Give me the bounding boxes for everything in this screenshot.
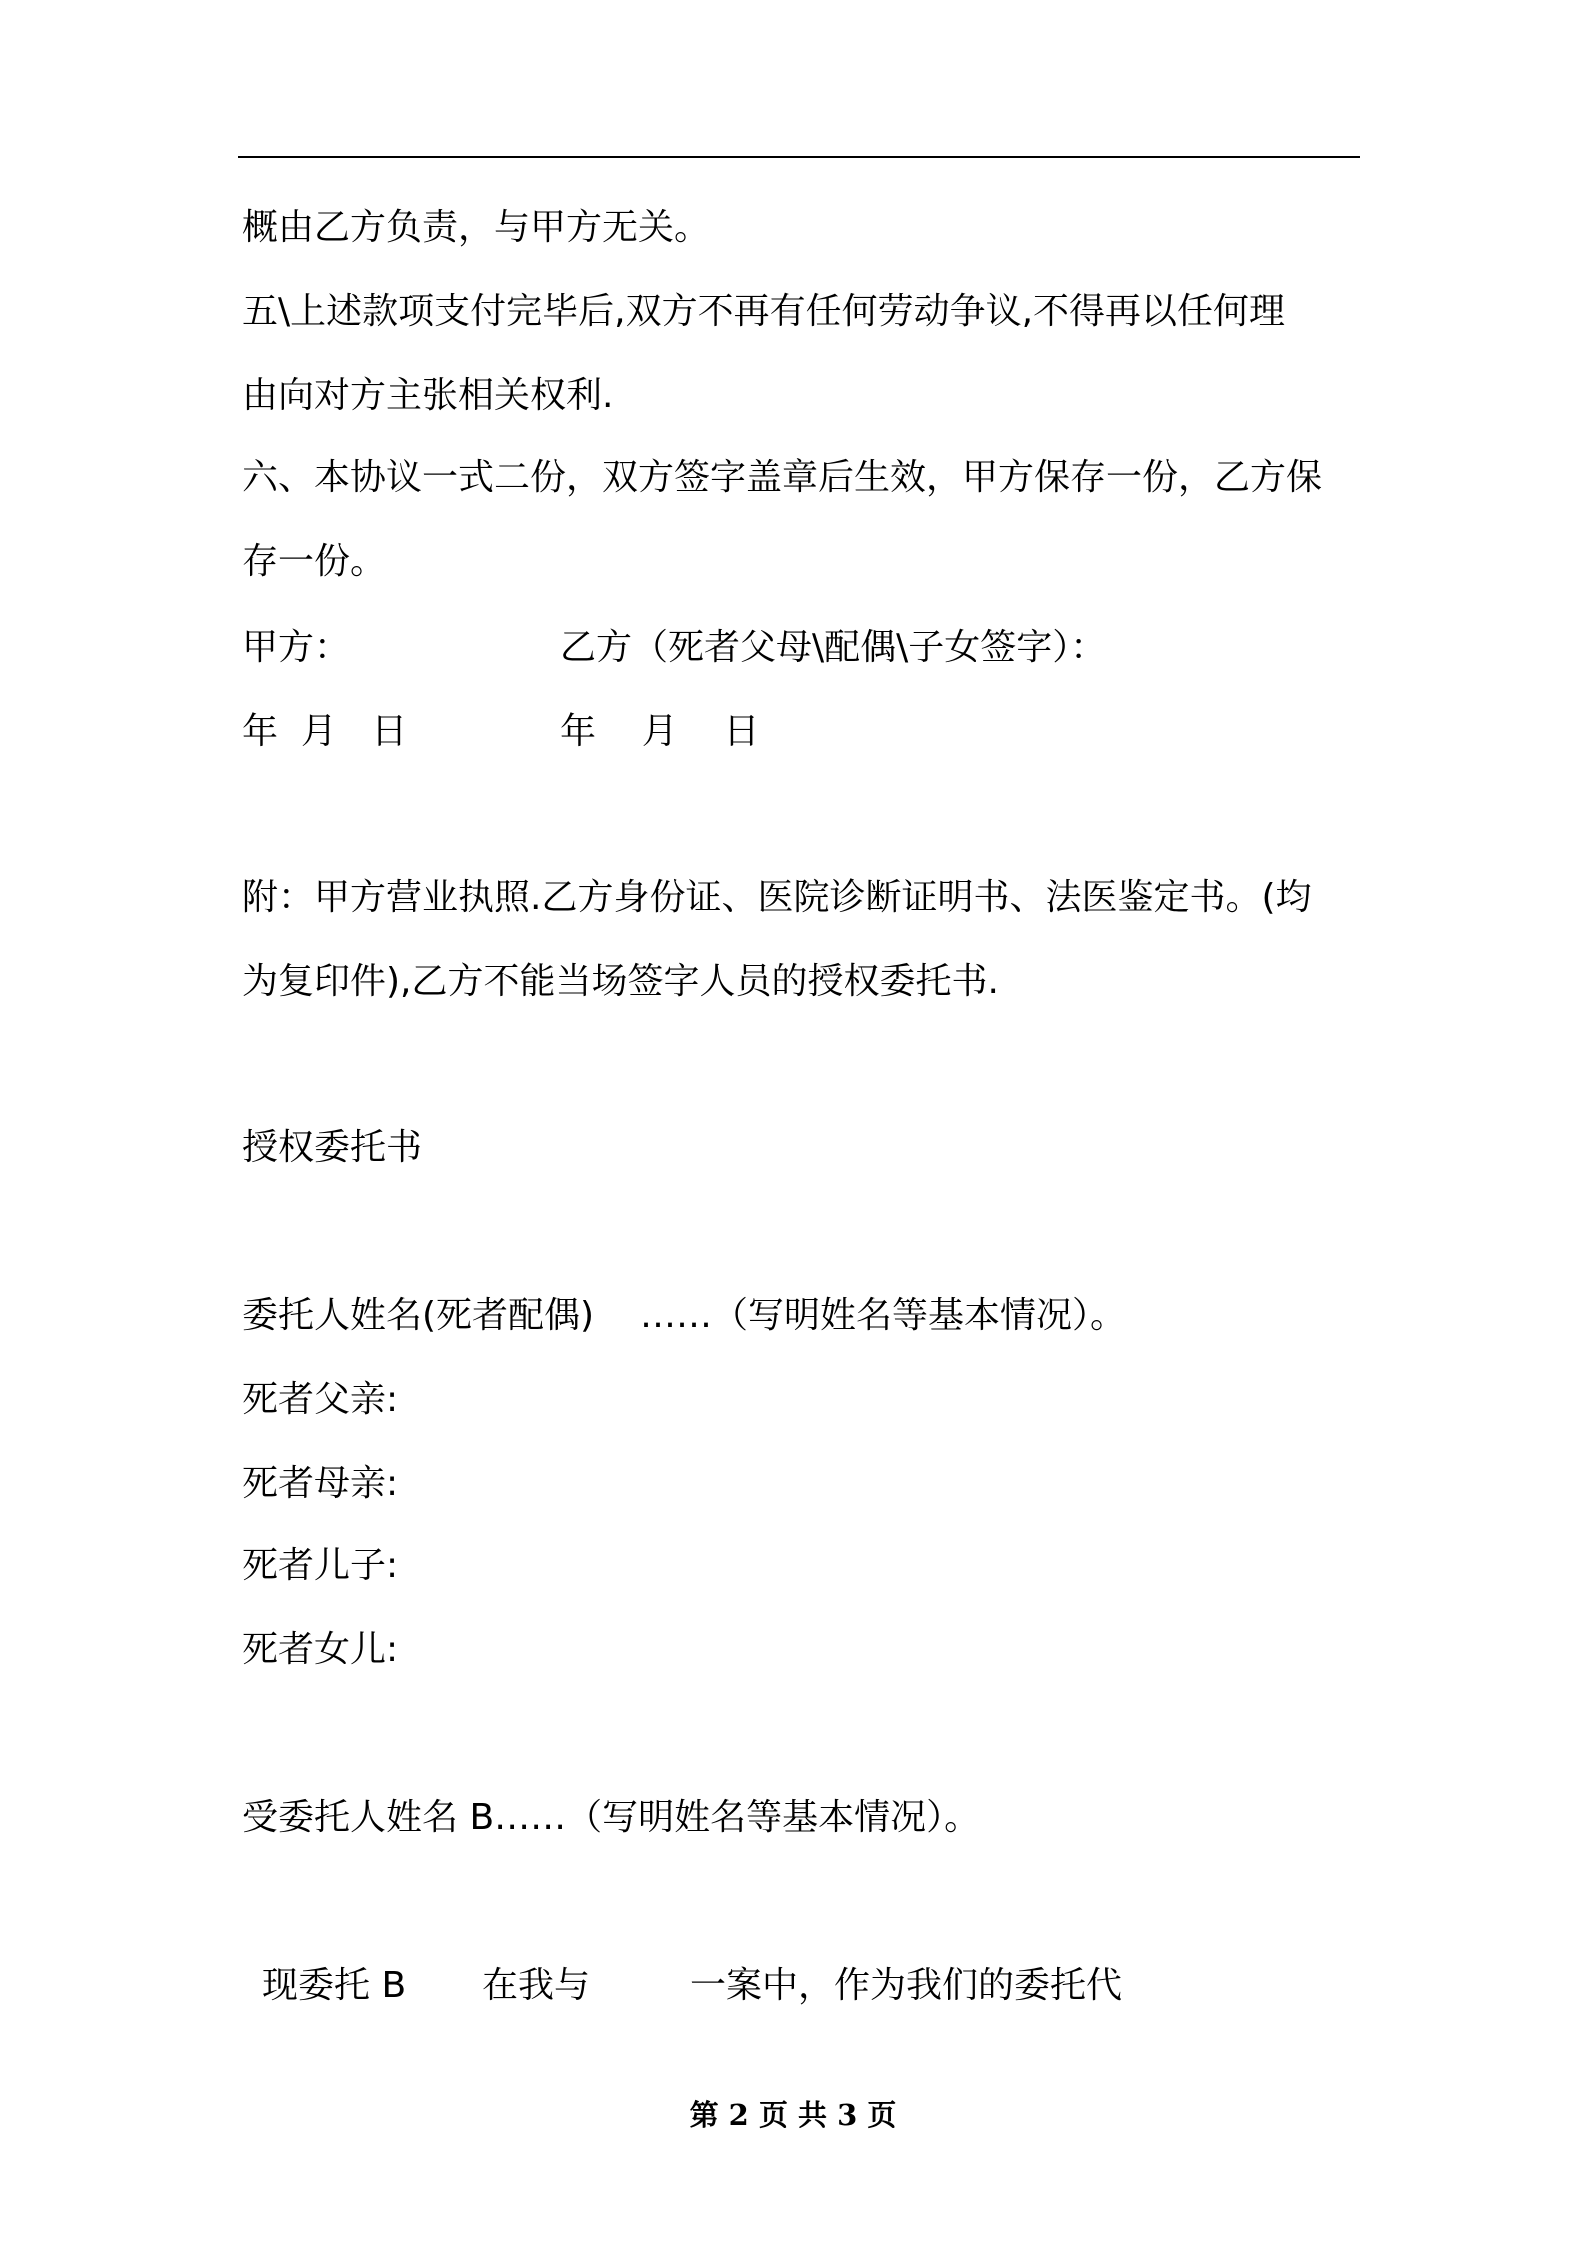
- entrust-part-3: 一案中，作为我们的委托代: [690, 1965, 1123, 2006]
- principal-label: 委托人姓名(死者配偶): [242, 1295, 595, 1336]
- mother-field: 死者母亲:: [242, 1463, 399, 1504]
- agent-field: 受委托人姓名 B……（写明姓名等基本情况）。: [242, 1797, 981, 1838]
- father-field: 死者父亲:: [242, 1379, 399, 1420]
- party-a-date: 年 月 日: [242, 711, 408, 752]
- son-field: 死者儿子:: [242, 1545, 399, 1586]
- clause-six-line-2: 存一份。: [242, 541, 387, 582]
- clause-six-line-1: 六、本协议一式二份，双方签字盖章后生效，甲方保存一份，乙方保: [242, 457, 1323, 498]
- poa-title: 授权委托书: [242, 1127, 423, 1168]
- entrust-part-1: 现委托 B: [262, 1965, 407, 2006]
- entrust-part-2: 在我与: [482, 1965, 591, 2006]
- principal-note: ……（写明姓名等基本情况）。: [640, 1295, 1127, 1336]
- party-a-label: 甲方：: [242, 627, 351, 668]
- clause-five-line-2: 由向对方主张相关权利.: [242, 375, 614, 416]
- party-b-date: 年 月 日: [560, 711, 760, 752]
- page-number: 第 2 页 共 3 页: [689, 2098, 897, 2132]
- party-b-label: 乙方（死者父母\配偶\子女签字）：: [560, 627, 1107, 668]
- paragraph-line: 概由乙方负责，与甲方无关。: [242, 207, 711, 248]
- attachment-line-2: 为复印件),乙方不能当场签字人员的授权委托书.: [242, 961, 999, 1002]
- header-rule: [238, 156, 1360, 158]
- daughter-field: 死者女儿:: [242, 1629, 399, 1670]
- clause-five-line-1: 五\上述款项支付完毕后,双方不再有任何劳动争议,不得再以任何理: [242, 291, 1286, 332]
- attachment-line-1: 附：甲方营业执照.乙方身份证、医院诊断证明书、法医鉴定书。(均: [242, 877, 1312, 918]
